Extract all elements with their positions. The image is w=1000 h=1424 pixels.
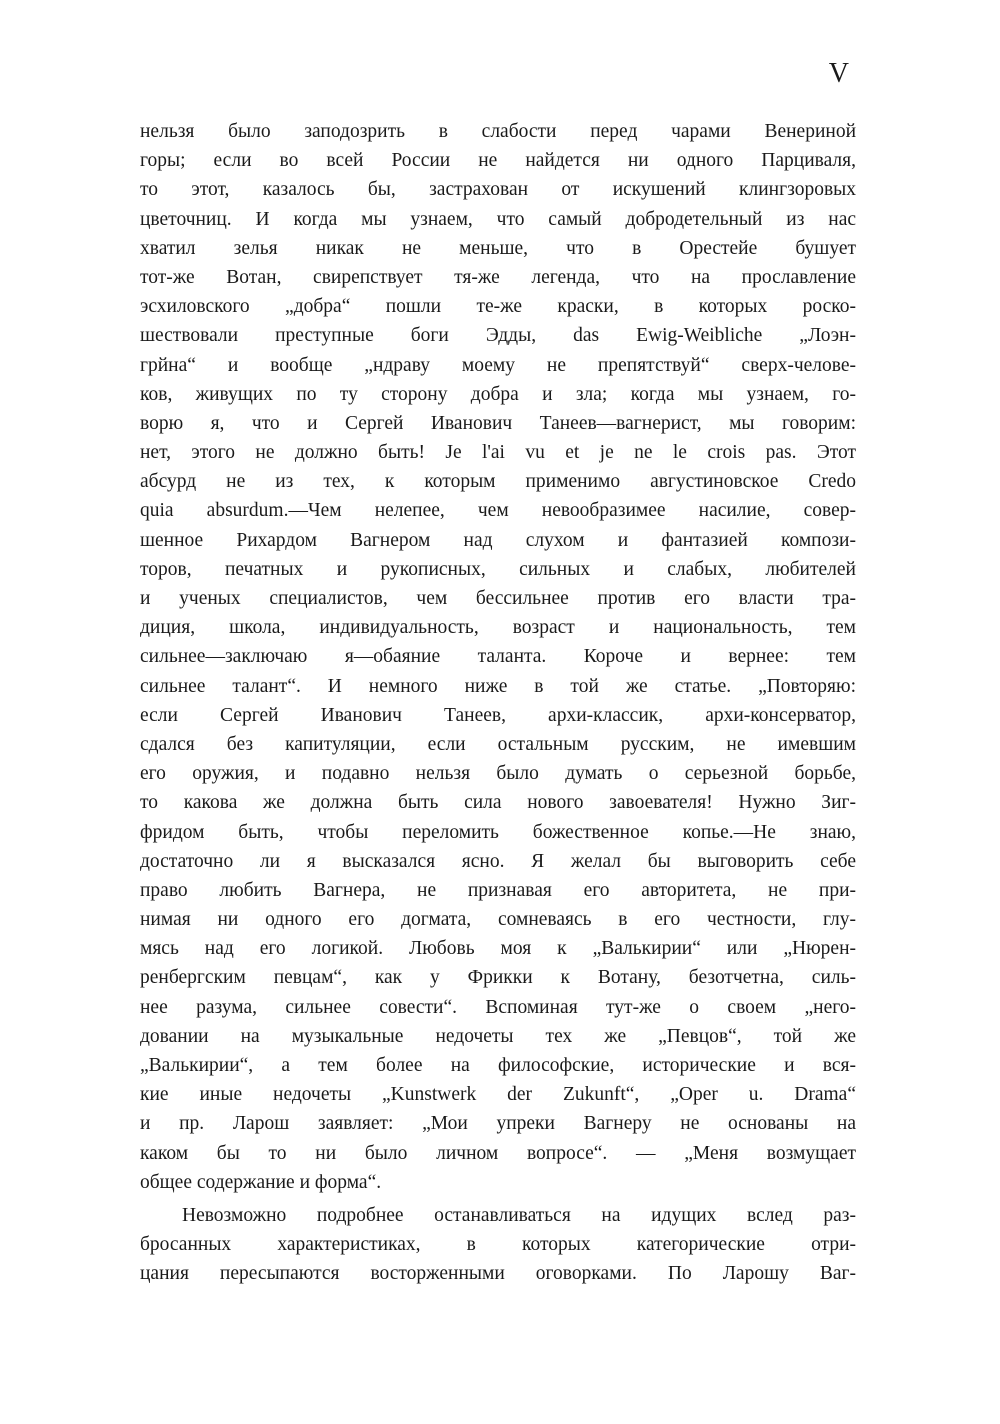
text-line: сдался без капитуляции, если остальным русским, не имевшим	[140, 733, 856, 755]
text-line: то этот, казалось бы, застрахован от искушений клингзоровых	[140, 179, 856, 201]
text-line: фридом быть, чтобы переломить божественное копье.—Не знаю,	[140, 821, 856, 843]
text-line: нельзя было заподозрить в слабости перед чарами Венериной	[140, 121, 856, 142]
paragraph-1	[140, 117, 856, 1197]
text-line: сильнее—заключаю я—обаяние таланта. Короче и вернее: тем	[140, 646, 856, 668]
text-line: эсхиловского „добра“ пошли те-же краски, в которых роско-	[140, 296, 856, 318]
text-line: достаточно ли я высказался ясно. Я желал бы выговорить себе	[140, 850, 856, 872]
text-line: шествовали преступные боги Эдды, das Ewig-Weibliche „Лоэн-	[140, 325, 856, 347]
text-line: если Сергей Иванович Танеев, архи-классик, архи-консерватор,	[140, 704, 856, 726]
text-line: тот-же Вотан, свирепствует тя-же легенда, что на прославление	[140, 266, 856, 288]
text-line: его оружия, и подавно нельзя было думать о серьезной борьбе,	[140, 763, 856, 785]
text-line: торов, печатных и рукописных, сильных и слабых, любителей	[140, 558, 856, 580]
text-line: право любить Вагнера, не признавая его авторитета, не при-	[140, 879, 856, 901]
paragraph-2	[140, 1201, 856, 1289]
text-line: нет, этого не должно быть! Je l'ai vu et je ne le crois pas. Этот	[140, 442, 856, 464]
text-line: то какова же должна быть сила нового завоевателя! Нужно Зиг-	[140, 792, 856, 814]
text-line: хватил зелья никак не меньше, что в Орестейе бушует	[140, 237, 856, 259]
text-line: общее содержание и форма“.	[140, 1171, 382, 1193]
body-text	[140, 117, 856, 1289]
text-line: горы; если во всей России не найдется ни одного Парциваля,	[140, 150, 856, 172]
text-line: ренбергским певцам“, как у Фрикки к Вотану, безотчетна, силь-	[140, 967, 856, 989]
text-line: шенное Рихардом Вагнером над слухом и фантазией компози-	[140, 529, 856, 551]
text-line: quia absurdum.—Чем нелепее, чем невообразимее насилие, совер-	[140, 500, 856, 522]
text-line: абсурд не из тех, к которым применимо августиновское Credo	[140, 471, 856, 493]
text-line: нее разума, сильнее совести“. Вспоминая тут-же о своем „него-	[140, 996, 856, 1018]
text-line: „Валькирии“, а тем более на философские, исторические и вся-	[140, 1055, 856, 1076]
text-line: бросанных характеристиках, в которых категорические отри-	[140, 1234, 856, 1256]
text-line: кие иные недочеты „Kunstwerk der Zukunft“, „Oper u. Drama“	[140, 1084, 856, 1106]
page-number: V	[828, 58, 850, 89]
text-line: и пр. Ларош заявляет: „Мои упреки Вагнеру не основаны на	[140, 1113, 856, 1135]
text-line: сильнее талант“. И немного ниже в той же статье. „Повторяю:	[140, 675, 856, 697]
text-line: ворю я, что и Сергей Иванович Танеев—вагнерист, мы говорим:	[140, 412, 856, 434]
text-line: довании на музыкальные недочеты тех же „Певцов“, той же	[140, 1025, 856, 1047]
text-line: Невозможно подробнее останавливаться на идущих вслед раз-	[182, 1204, 856, 1226]
text-line: мясь над его логикой. Любовь моя к „Валькирии“ или „Нюрен-	[140, 938, 856, 960]
text-line: диция, школа, индивидуальность, возраст и национальность, тем	[140, 617, 856, 639]
text-line: нимая ни одного его догмата, сомневаясь в его честности, глу-	[140, 909, 856, 931]
text-line: и ученых специалистов, чем бессильнее против его власти тра-	[140, 588, 856, 609]
text-line: каком бы то ни было личном вопросе“. — „Меня возмущает	[140, 1142, 856, 1164]
text-line: цветочниц. И когда мы узнаем, что самый добродетельный из нас	[140, 208, 856, 230]
text-line: грйна“ и вообще „ндраву моему не препятствуй“ сверх-челове-	[140, 354, 856, 376]
text-line: цания пересыпаются восторженными оговорками. По Ларошу Ваг-	[140, 1263, 856, 1285]
text-line: ков, живущих по ту сторону добра и зла; когда мы узнаем, го-	[140, 383, 856, 405]
